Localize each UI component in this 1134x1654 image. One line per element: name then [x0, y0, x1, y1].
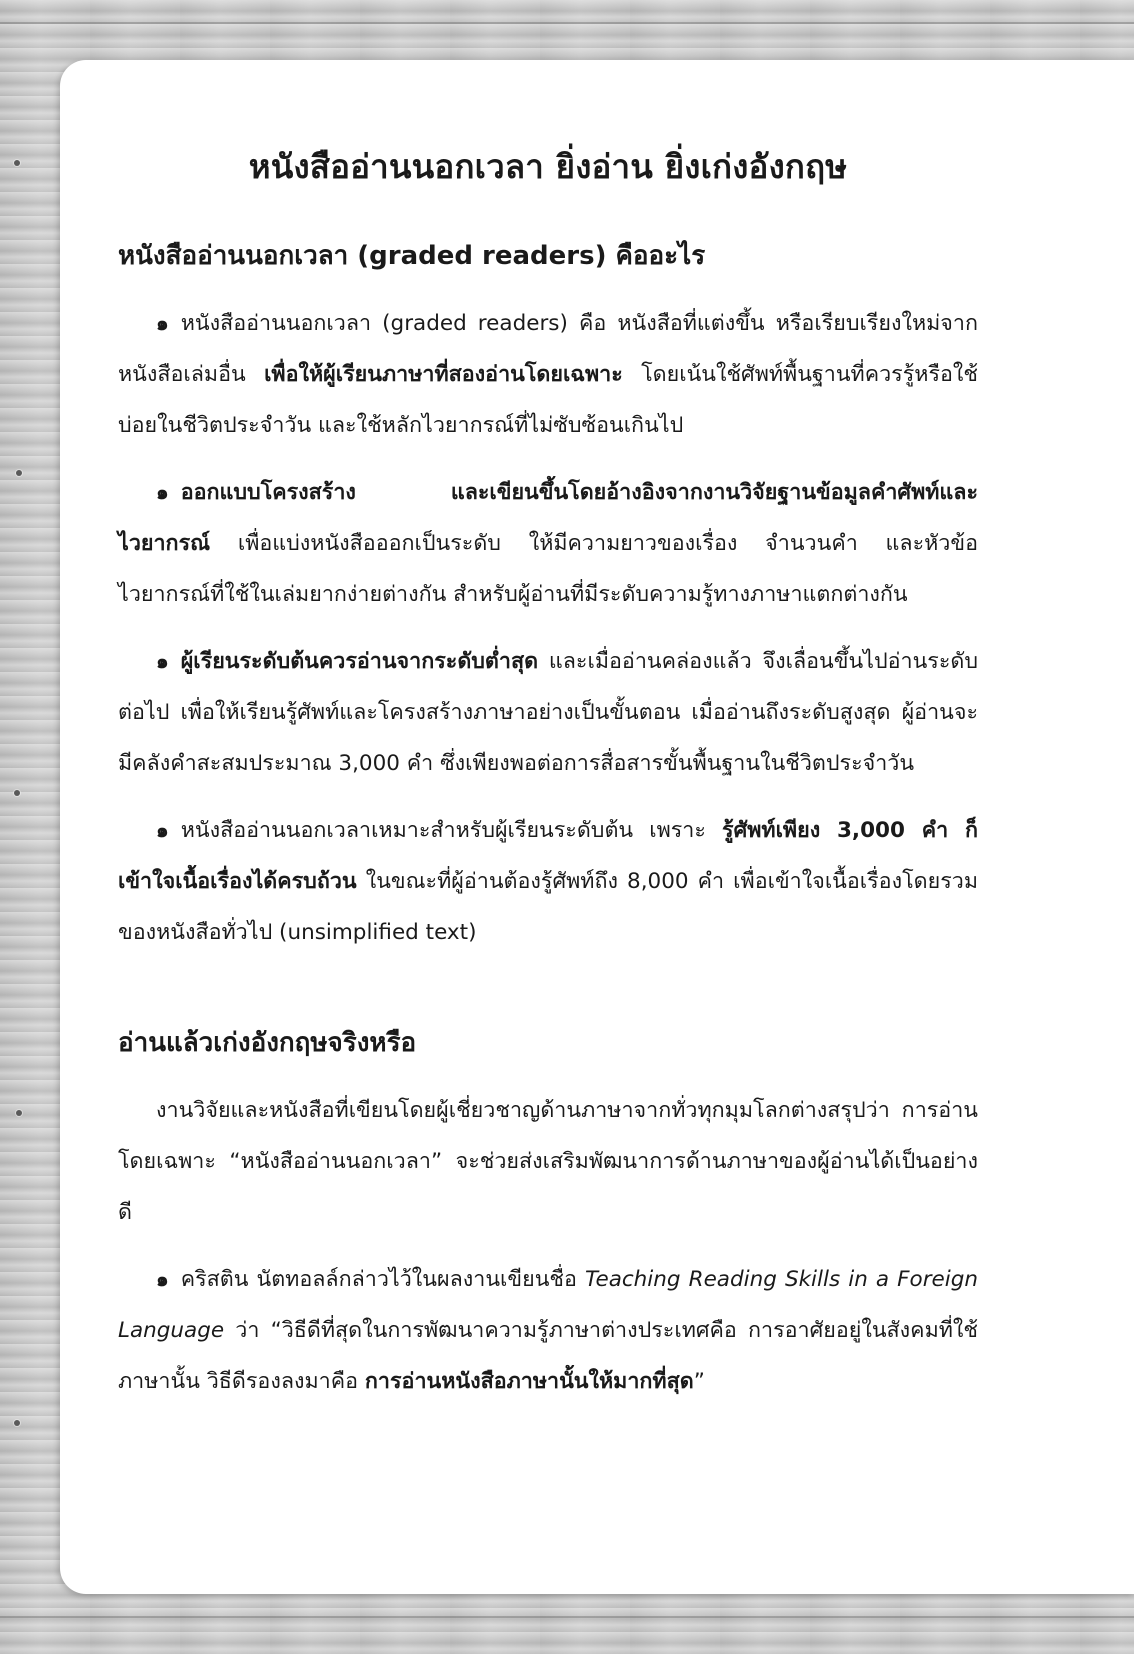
- text-run: โดยเน้นใช้ศัพท์พื้นฐานที่ควรรู้หรือใช้บ่อยในชีวิตประจำวัน และใช้หลักไวยากรณ์ที่ไม่ซับซ้อนเกินไป: [118, 362, 978, 438]
- page-content: [118, 140, 978, 1423]
- text-run: คริสติน นัตทอลล์กล่าวไว้ในผลงานเขียนชื่อ: [180, 1267, 585, 1292]
- nail-icon: [16, 470, 22, 476]
- bullet-marker: ๑: [156, 480, 169, 504]
- text-run: ในขณะที่ผู้อ่านต้องรู้ศัพท์ถึง 8,000 คำ เพื่อเข้าใจเนื้อเรื่องโดยรวมของหนังสือทั่วไป (unsimplified text): [118, 869, 978, 945]
- bold-text: รู้ศัพท์เพียง 3,000 คำ ก็เข้าใจเนื้อเรื่องได้ครบถ้วน: [118, 818, 978, 894]
- text-run: และเมื่ออ่านคล่องแล้ว จึงเลื่อนขึ้นไปอ่านระดับต่อไป เพื่อให้เรียนรู้ศัพท์และโครงสร้างภาษาอย่างเป็นขั้นตอน เมื่ออ่านถึงระดับสูงสุด ผู้อ่านจะมีคลังคำสะสมประมาณ 3,000 คำ ซึ่งเพียงพอต่อการสื่อสารขั้นพื้นฐานในชีวิตประจำวัน: [118, 649, 978, 776]
- bullet-marker: ๑: [156, 1267, 169, 1291]
- paragraph: งานวิจัยและหนังสือที่เขียนโดยผู้เชี่ยวชาญด้านภาษาจากทั่วทุกมุมโลกต่างสรุปว่า การอ่าน โดยเฉพาะ “หนังสืออ่านนอกเวลา” จะช่วยส่งเสริมพัฒนาการด้านภาษาของผู้อ่านได้เป็นอย่างดี: [118, 1098, 978, 1225]
- bold-text: ผู้เรียนระดับต้นควรอ่านจากระดับต่ำสุด: [180, 649, 539, 674]
- nail-icon: [16, 1110, 22, 1116]
- bullet-marker: ๑: [156, 311, 169, 335]
- paragraph: [118, 636, 978, 789]
- section-spacer: [118, 974, 978, 1022]
- bullet-marker: ๑: [156, 818, 169, 842]
- section-heading-really-better-english: อ่านแล้วเก่งอังกฤษจริงหรือ: [118, 1028, 417, 1058]
- text-run: ว่า “วิธีดีที่สุดในการพัฒนาความรู้ภาษาต่างประเทศคือ การอาศัยอยู่ในสังคมที่ใช้ภาษานั้น วิธีดีรองลงมาคือ: [118, 1318, 978, 1394]
- nail-icon: [14, 790, 20, 796]
- paragraph: [118, 1254, 978, 1407]
- paragraph: [118, 298, 978, 451]
- nail-icon: [14, 160, 20, 166]
- paragraph: [118, 467, 978, 620]
- paragraph: [118, 805, 978, 958]
- wood-plank-seam: [0, 1616, 1134, 1618]
- text-run: หนังสืออ่านนอกเวลา (graded readers) คือ หนังสือที่แต่งขึ้น หรือเรียบเรียงใหม่จากหนังสือเล่มอื่น: [118, 311, 978, 387]
- wood-plank-seam: [0, 22, 1134, 24]
- bullet-marker: ๑: [156, 649, 169, 673]
- section-heading-what-are-graded-readers: หนังสืออ่านนอกเวลา (graded readers) คืออะไร: [118, 241, 706, 271]
- bold-text: เพื่อให้ผู้เรียนภาษาที่สองอ่านโดยเฉพาะ: [264, 362, 623, 387]
- bold-text: การอ่านหนังสือภาษานั้นให้มากที่สุด: [364, 1369, 694, 1394]
- text-run: เพื่อแบ่งหนังสือออกเป็นระดับ ให้มีความยาวของเรื่อง จำนวนคำ และหัวข้อไวยากรณ์ที่ใช้ในเล่มยากง่ายต่างกัน สำหรับผู้อ่านที่มีระดับความรู้ทางภาษาแตกต่างกัน: [118, 531, 978, 607]
- text-run: ”: [693, 1369, 705, 1394]
- text-run: หนังสืออ่านนอกเวลาเหมาะสำหรับผู้เรียนระดับต้น เพราะ: [180, 818, 723, 843]
- page-title: หนังสืออ่านนอกเวลา ยิ่งอ่าน ยิ่งเก่งอังกฤษ: [248, 147, 848, 186]
- nail-icon: [14, 1420, 20, 1426]
- bold-text: ออกแบบโครงสร้าง และเขียนขึ้นโดยอ้างอิงจากงานวิจัยฐานข้อมูลคำศัพท์และไวยากรณ์: [118, 480, 978, 556]
- book-title-italic: Teaching Reading Skills in a Foreign Language: [118, 1267, 979, 1343]
